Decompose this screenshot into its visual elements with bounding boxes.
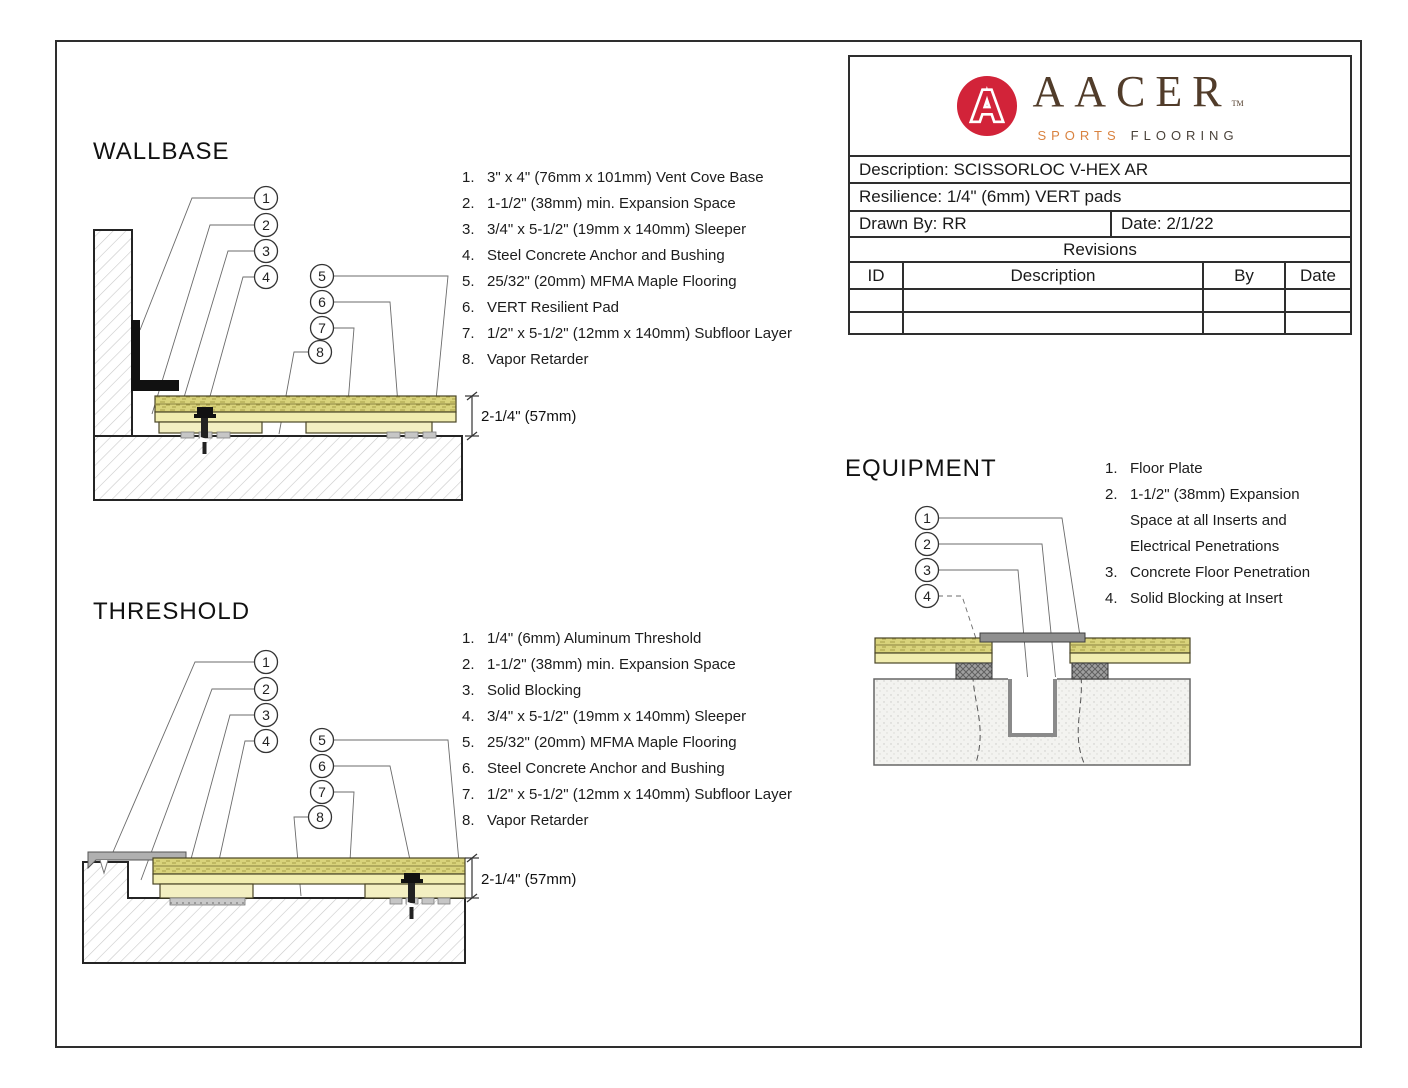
rev-header-date: Date [1284,263,1350,288]
aacer-logo-mark-icon [956,75,1018,137]
equipment-title: EQUIPMENT [845,455,997,482]
callout-6 [311,755,334,778]
callout-4 [916,585,939,608]
logo-mark-letter: A [972,82,1003,131]
legend-item: 6. VERT Resilient Pad [462,299,620,316]
legend-item: 4. Solid Blocking at Insert [1105,590,1283,607]
titleblock-resilience: Resilience: 1/4" (6mm) VERT pads [850,182,1350,210]
svg-text:8: 8 [316,344,324,360]
solid-blocking [1072,663,1108,679]
wallbase-drawing [75,180,605,510]
brand-tagline: SPORTS FLOORING [1037,127,1239,143]
legend-item: 8. Vapor Retarder [462,351,589,368]
revisions-title: Revisions [850,236,1350,261]
callout-5 [311,729,334,752]
legend-item: 3. Concrete Floor Penetration [1105,564,1311,581]
legend-item: 4. Steel Concrete Anchor and Bushing [462,247,725,264]
svg-text:4: 4 [262,733,270,749]
sleeper [159,422,262,433]
sleeper [306,422,432,433]
callout-1 [916,507,939,530]
title-block [848,55,1352,335]
svg-text:6: 6 [318,294,326,310]
legend-item: 6. Steel Concrete Anchor and Bushing [462,760,725,777]
legend-item: 2. 1-1/2" (38mm) Expansion Space at all Inserts and Electrical Penetrations [1105,486,1300,555]
concrete-slab [94,436,462,500]
rev-header-description: Description [902,263,1202,288]
callout-4 [255,266,278,289]
svg-text:5: 5 [318,732,326,748]
threshold-drawing [75,640,605,975]
callout-2 [255,678,278,701]
svg-text:1: 1 [262,190,270,206]
callout-7 [311,781,334,804]
floor-penetration [1008,677,1057,737]
callout-8 [309,341,332,364]
subfloor-layer [1070,653,1190,663]
vent-cove-base [131,320,179,391]
titleblock-drawn-date-row [850,210,1350,236]
callout-4 [255,730,278,753]
legend-item: 1. 1/4" (6mm) Aluminum Threshold [462,630,702,647]
svg-text:2: 2 [262,681,270,697]
legend-item: 5. 25/32" (20mm) MFMA Maple Flooring [462,273,737,290]
callout-5 [311,265,334,288]
svg-text:1: 1 [923,510,931,526]
solid-blocking [160,884,253,898]
legend-item: 1. 3" x 4" (76mm x 101mm) Vent Cove Base [462,169,764,186]
legend-item: 3. 3/4" x 5-1/2" (19mm x 140mm) Sleeper [462,221,747,238]
date: Date: 2/1/22 [1110,212,1350,236]
svg-text:6: 6 [318,758,326,774]
subfloor-layer [875,653,992,663]
threshold-title: THRESHOLD [93,598,251,625]
svg-text:8: 8 [316,809,324,825]
callout-2 [916,533,939,556]
svg-text:7: 7 [318,784,326,800]
drawn-by: Drawn By: RR [859,214,967,233]
callout-2 [255,214,278,237]
trademark-symbol: TM [1231,98,1244,108]
callout-7 [311,317,334,340]
wall-section [94,230,132,436]
legend-item: 3. Solid Blocking [462,682,582,699]
svg-text:4: 4 [923,588,931,604]
solid-blocking [956,663,992,679]
svg-text:2: 2 [262,217,270,233]
legend-item: 8. Vapor Retarder [462,812,589,829]
svg-text:3: 3 [262,243,270,259]
legend-item: 5. 25/32" (20mm) MFMA Maple Flooring [462,734,737,751]
threshold-dimension-label: 2-1/4" (57mm) [481,871,577,888]
blocking-pad [170,898,245,905]
wallbase-title: WALLBASE [93,138,230,165]
legend-item: 1. Floor Plate [1105,460,1203,477]
legend-item: 2. 1-1/2" (38mm) min. Expansion Space [462,195,736,212]
rev-header-id: ID [867,265,885,285]
wallbase-dimension-label: 2-1/4" (57mm) [481,408,577,425]
legend-item: 7. 1/2" x 5-1/2" (12mm x 140mm) Subfloor Layer [462,786,792,803]
callout-6 [311,291,334,314]
brand-name: AACERTM [1032,66,1244,116]
revisions-header-row [850,261,1350,288]
callout-8 [309,806,332,829]
legend-item: 7. 1/2" x 5-1/2" (12mm x 140mm) Subfloor Layer [462,325,792,342]
svg-text:2: 2 [923,536,931,552]
callout-1 [255,651,278,674]
rev-header-by: By [1202,263,1284,288]
svg-text:3: 3 [262,707,270,723]
svg-text:5: 5 [318,268,326,284]
svg-text:4: 4 [262,269,270,285]
legend-item: 2. 1-1/2" (38mm) min. Expansion Space [462,656,736,673]
callout-3 [255,704,278,727]
dimension-line [465,392,479,440]
revision-empty-row [850,311,1350,335]
dimension-line [465,854,479,902]
logo [850,57,1350,155]
callout-3 [916,559,939,582]
equipment-drawing [860,495,1200,780]
revision-empty-row [850,288,1350,311]
svg-text:3: 3 [923,562,931,578]
svg-text:7: 7 [318,320,326,336]
titleblock-description: Description: SCISSORLOC V-HEX AR [850,155,1350,182]
callout-3 [255,240,278,263]
legend-item: 4. 3/4" x 5-1/2" (19mm x 140mm) Sleeper [462,708,747,725]
svg-text:1: 1 [262,654,270,670]
floor-plate [980,633,1085,642]
callout-1 [255,187,278,210]
